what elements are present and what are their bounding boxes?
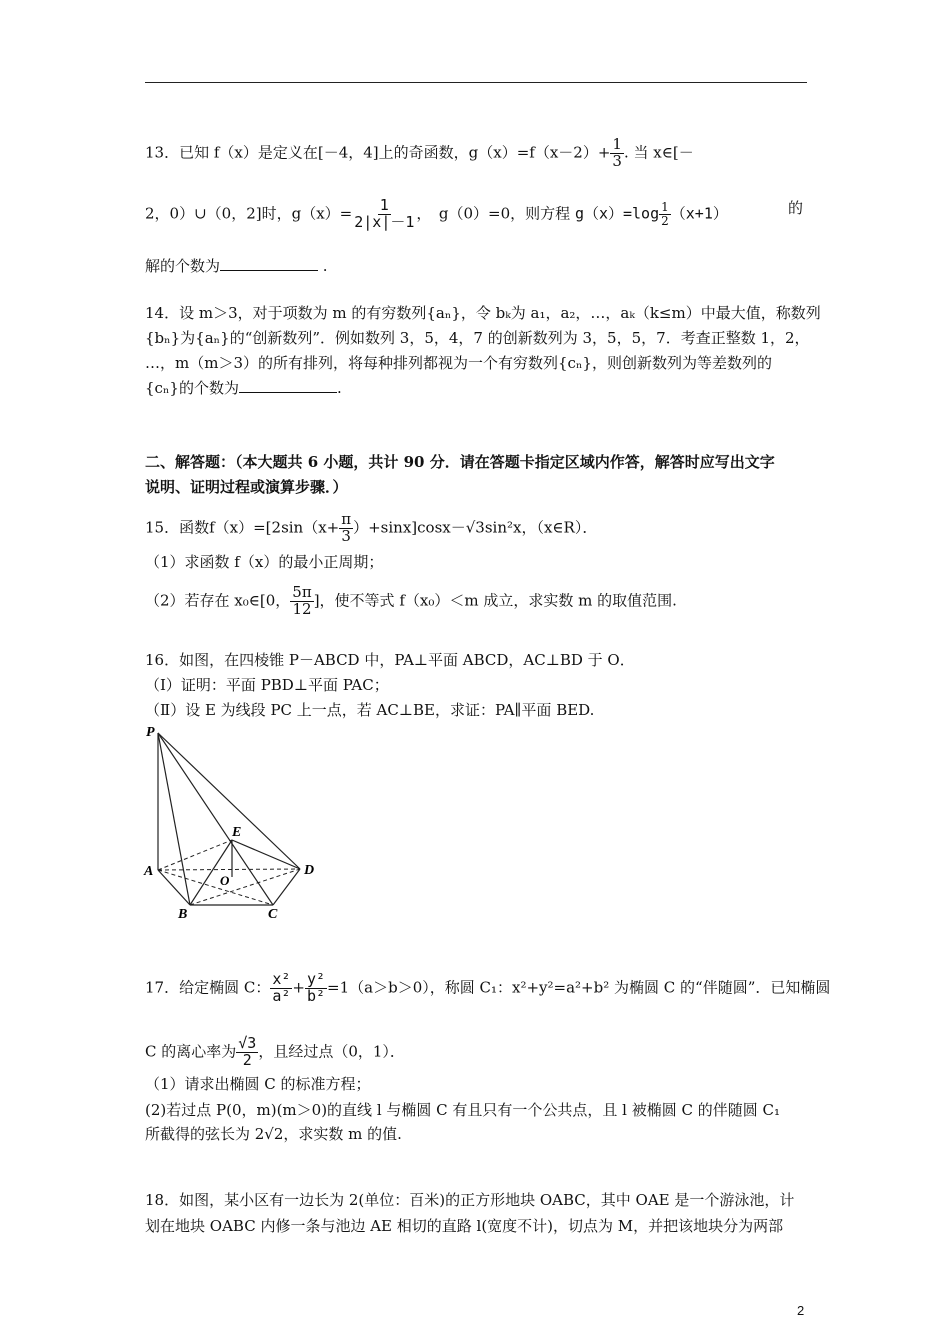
q13-log-base: $\frac{1}{2}$ [661, 200, 669, 228]
q17-eccentricity: $\frac{√3}{2}$ [238, 1034, 257, 1069]
q17-y2-over-b2: $\frac{\text{y²}}{\text{b²}}$ [306, 970, 326, 1005]
q15-pi-over-3: $\frac{\pi}{3}$ [341, 510, 352, 545]
q13-fraction-g: $\frac{1}{2|x|-1}$ [354, 196, 415, 231]
section2-heading-line2: 说明、证明过程或演算步骤．） [145, 478, 348, 496]
answer-blank [220, 256, 318, 271]
figure-label: B [178, 907, 188, 922]
figure-label: E [232, 825, 242, 840]
q14-line2: {bₙ}为{aₙ}的“创新数列”．例如数列 3，5，4，7 的创新数列为 3，5，5，7．考查正整数 1，2， [145, 329, 810, 347]
q17-line2: C 的离心率为 $\frac{√3}{2}$ ，且经过点（0，1）． [145, 1034, 405, 1069]
answer-blank [239, 378, 337, 393]
q15-part2: （2）若存在 x₀∈[0， $\frac{5\pi}{12}$ ]，使不等式 f（x₀）＜m 成立，求实数 m 的取值范围. [145, 583, 677, 618]
q14-line3: …，m（m＞3）的所有排列，将每种排列都视为一个有穷数列{cₙ}，则创新数列为等差数列的 [145, 354, 772, 372]
q17-stem: 17．给定椭圆 C： $\frac{\text{x²}}{\text{a²}}$ + $\frac{\text{y²}}{\text{b²}}$ =1（a＞b＞0），称圆 C₁：x²+y²=a²+b² 为椭圆 C 的“伴随圆”．已知椭圆 [145, 970, 831, 1005]
q13-fraction-one-third: $\frac{1}{3}$ [612, 135, 622, 170]
q16-part2: （Ⅱ）设 E 为线段 PC 上一点，若 AC⊥BE，求证：PA∥平面 BED. [145, 701, 595, 719]
figure-label: D [304, 863, 315, 878]
q15-part1: （1）求函数 f（x）的最小正周期； [145, 553, 384, 571]
q13-line3: 解的个数为 . [145, 257, 328, 275]
figure-label: C [268, 907, 278, 922]
q16-part1: （Ⅰ）证明：平面 PBD⊥平面 PAC； [145, 676, 389, 694]
q13-line2-end: 的 [788, 199, 804, 217]
q13-line1: 13．已知 f（x）是定义在[－4，4]上的奇函数，g（x）=f（x－2）+ $\frac{1}{3}$ . 当 x∈[－ [145, 135, 694, 170]
q17-part1: （1）请求出椭圆 C 的标准方程； [145, 1075, 371, 1093]
q15-5pi-over-12: $\frac{5\pi}{12}$ [292, 583, 312, 618]
q15-stem: 15．函数f（x）=[2sin（x+ $\frac{\pi}{3}$ ）+sinx]cosx－√3sin²x，（x∈R）． [145, 510, 598, 545]
q17-part2: (2)若过点 P(0，m)(m＞0)的直线 l 与椭圆 C 有且只有一个公共点，且 l 被椭圆 C 的伴随圆 C₁ [145, 1101, 781, 1119]
q18-line2: 划在地块 OABC 内修一条与池边 AE 相切的直路 l(宽度不计)，切点为 M，并把该地块分为两部 [145, 1217, 784, 1235]
figure-label: P [146, 725, 155, 740]
section2-heading-line1: 二、解答题：（本大题共 6 小题，共计 90 分．请在答题卡指定区域内作答，解答时应写出文字 [145, 453, 775, 471]
q18-line1: 18．如图，某小区有一边长为 2(单位：百米)的正方形地块 OABC，其中 OAE 是一个游泳池，计 [145, 1191, 795, 1209]
q14-line1: 14．设 m＞3，对于项数为 m 的有穷数列{aₙ}，令 bₖ为 a₁，a₂，…，aₖ（k≤m）中最大值，称数列 [145, 304, 821, 322]
q13-line2: 2，0）∪（0，2]时，g（x）= $\frac{1}{2|x|-1}$ ， g（0）=0，则方程 g（x）=log $\frac{1}{2}$ （x+1） [145, 196, 728, 231]
q14-line4: {cₙ}的个数为 . [145, 379, 342, 397]
header-rule [145, 82, 807, 83]
q17-x2-over-a2: $\frac{\text{x²}}{\text{a²}}$ [272, 970, 291, 1005]
page-number: 2 [797, 1303, 805, 1318]
q16-stem: 16．如图，在四棱锥 P－ABCD 中，PA⊥平面 ABCD，AC⊥BD 于 O． [145, 651, 635, 669]
figure-label: A [144, 864, 154, 879]
q17-part2-cont: 所截得的弦长为 2√2，求实数 m 的值. [145, 1125, 402, 1143]
pyramid-figure [140, 722, 325, 922]
figure-label: O [220, 873, 230, 888]
